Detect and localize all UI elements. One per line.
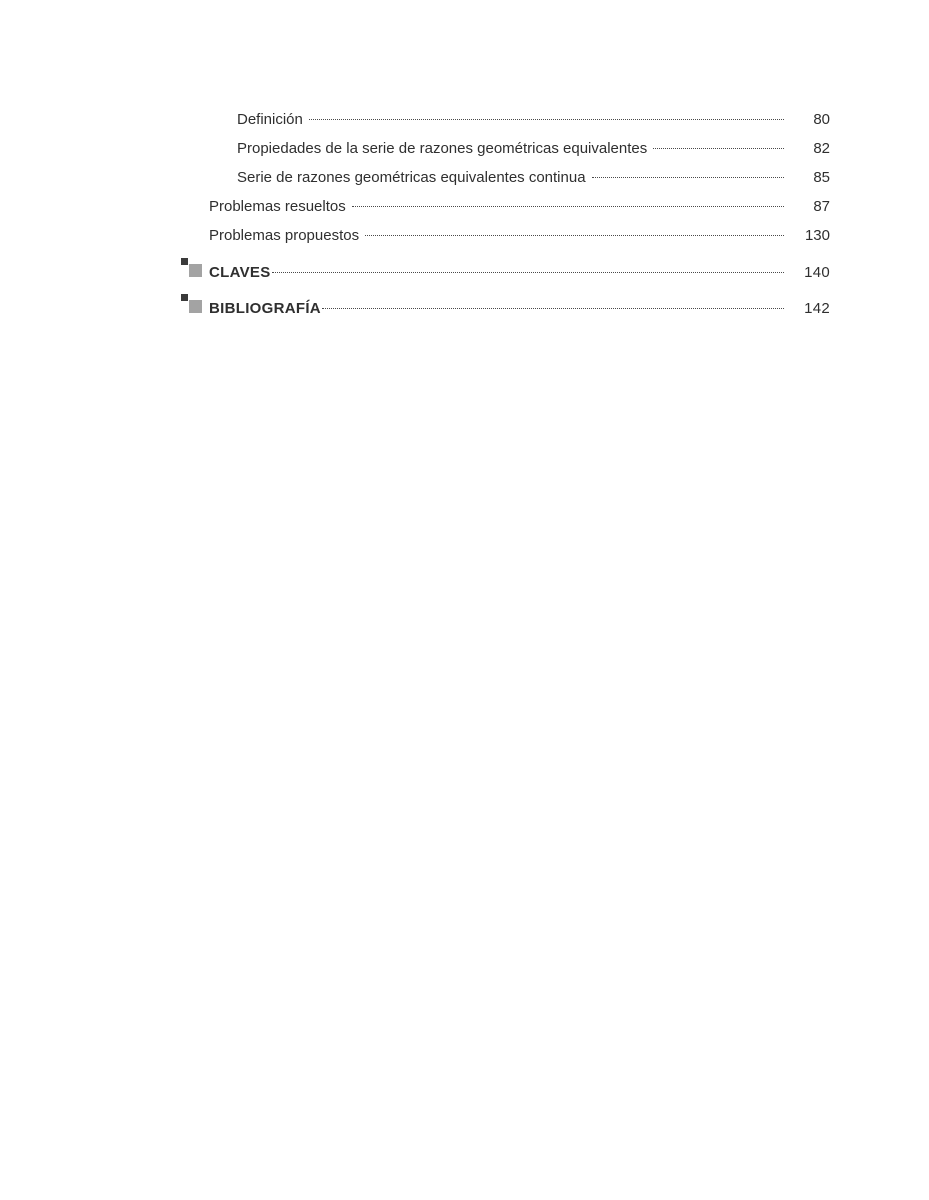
dot-leader	[592, 177, 784, 178]
toc-entry-page: 87	[813, 198, 830, 215]
dot-leader	[309, 119, 784, 120]
square-small-shape	[181, 258, 188, 265]
toc-entry-title: Definición	[237, 111, 303, 128]
toc-entry-title: Serie de razones geométricas equivalentes continua	[237, 169, 586, 186]
toc-entry-problemas-propuestos[interactable]	[209, 224, 830, 248]
toc-entry-page: 85	[813, 169, 830, 186]
toc-entry-page: 80	[813, 111, 830, 128]
dot-leader	[272, 272, 784, 273]
toc-entry-title: CLAVES	[209, 264, 271, 281]
dot-leader	[322, 308, 784, 309]
toc-entry-title: Propiedades de la serie de razones geométricas equivalentes	[237, 140, 648, 157]
square-small-shape	[181, 294, 188, 301]
toc-entry-serie-continua[interactable]	[237, 166, 830, 190]
square-big-shape	[189, 264, 202, 277]
toc-entry-title: Problemas propuestos	[209, 227, 360, 244]
toc-entry-page: 82	[813, 140, 830, 157]
toc-entry-propiedades[interactable]	[237, 137, 830, 161]
dot-leader	[653, 148, 784, 149]
toc-entry-page: 142	[804, 300, 830, 317]
toc-entry-definicion[interactable]	[237, 108, 830, 132]
toc-entry-page: 140	[804, 264, 830, 281]
toc-entry-page: 130	[804, 227, 830, 244]
dot-leader	[365, 235, 784, 236]
toc-entry-problemas-resueltos[interactable]	[209, 195, 830, 219]
section-square-icon	[181, 258, 203, 278]
toc-entry-title: Problemas resueltos	[209, 198, 346, 215]
dot-leader	[352, 206, 784, 207]
toc-entry-title: BIBLIOGRAFÍA	[209, 300, 321, 317]
toc-entry-bibliografia[interactable]	[209, 297, 830, 321]
square-big-shape	[189, 300, 202, 313]
toc-entry-claves[interactable]	[209, 261, 830, 285]
section-square-icon	[181, 294, 203, 314]
